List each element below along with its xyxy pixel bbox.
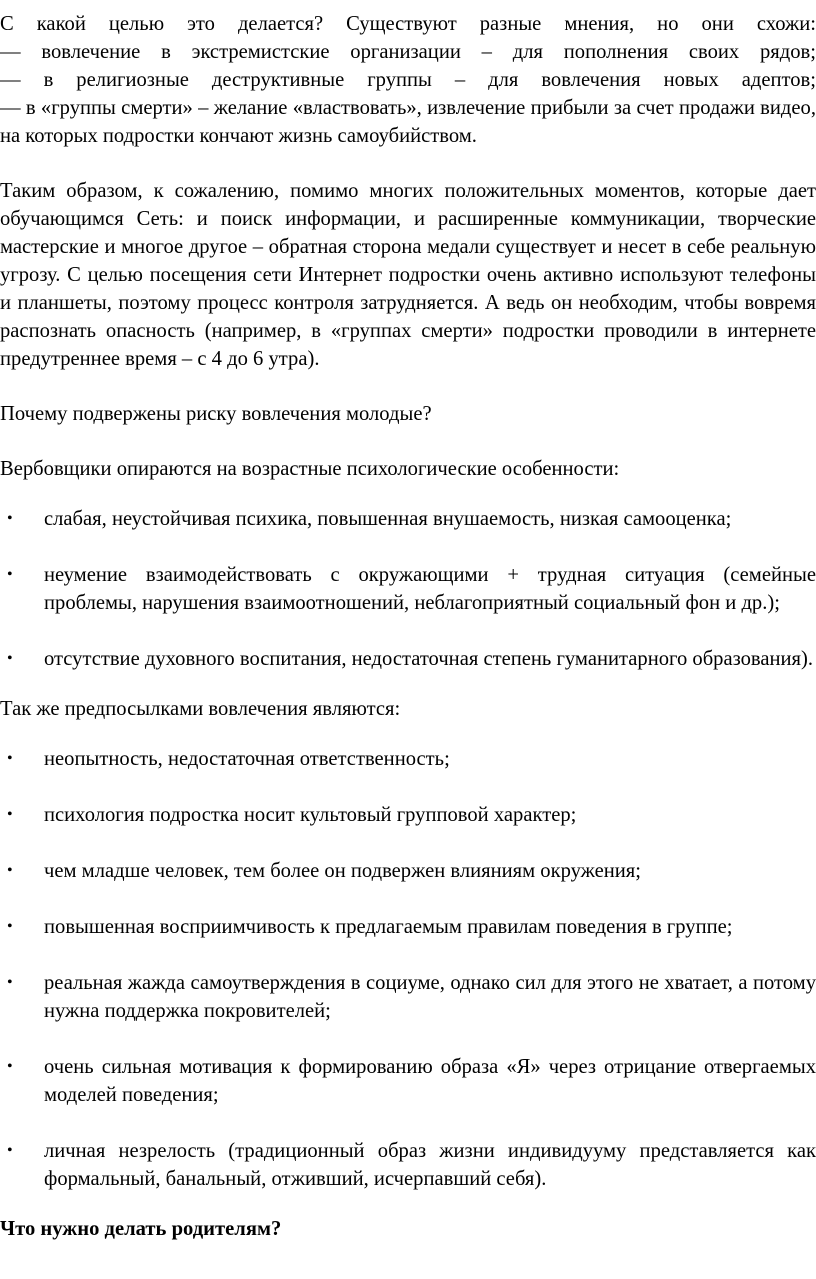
bullet-icon: • (7, 806, 13, 823)
recruiters-intro: Вербовщики опираются на возрастные психологические особенности: (0, 458, 620, 480)
question-why-youth: Почему подвержены риску вовлечения молодые? (0, 403, 432, 425)
list-item-text: реальная жажда самоутверждения в социуме, однако сил для этого не хватает, а потому нужна поддержка покровителей; (44, 972, 816, 1022)
list-item (0, 913, 816, 941)
list-item (0, 561, 816, 617)
list-item (0, 745, 816, 773)
list-item (0, 645, 816, 673)
bullet-icon: • (7, 862, 13, 879)
intro-line: С какой целью это делается? Существуют разные мнения, но они схожи: (0, 13, 816, 35)
bullet-icon: • (7, 566, 13, 583)
list-item-text: чем младше человек, тем более он подвержен влияниям окружения; (44, 860, 641, 882)
list-item (0, 801, 816, 829)
list-item (0, 857, 816, 885)
list-item-text: неопытность, недостаточная ответственность; (44, 748, 450, 770)
list-item-text: психология подростка носит культовый групповой характер; (44, 804, 577, 826)
parents-heading: Что нужно делать родителям? (0, 1218, 282, 1240)
list-item (0, 1053, 816, 1109)
bullet-icon: • (7, 918, 13, 935)
paragraph-internet-threat: Таким образом, к сожалению, помимо многих положительных моментов, которые дает обучающимся Сеть: и поиск информации, и расширенные коммуникации, творческие мастерские и многое другое – обратная сторона медали существует и несет в себе реальную угрозу. С целью посещения сети Интернет подростки очень активно используют телефоны и планшеты, поэтому процесс контроля затрудняется. А ведь он необходим, чтобы вовремя распознать опасность (например, в «группах смерти» подростки проводили в интернете предутреннее время – с 4 до 6 утра). (0, 180, 816, 370)
bullet-icon: • (7, 1142, 13, 1159)
list-item-text: очень сильная мотивация к формированию образа «Я» через отрицание отвергаемых моделей поведения; (44, 1056, 816, 1106)
list-item (0, 1137, 816, 1193)
list-item-text: повышенная восприимчивость к предлагаемым правилам поведения в группе; (44, 916, 733, 938)
intro-dash-death-groups: — в «группы смерти» – желание «властвовать», извлечение прибыли за счет продажи видео, на которых подростки кончают жизнь самоубийством. (0, 97, 816, 147)
bullet-icon: • (7, 1058, 13, 1075)
list-item-text: слабая, неустойчивая психика, повышенная внушаемость, низкая самооценка; (44, 508, 732, 530)
psychological-features-list (0, 505, 816, 673)
list-item-text: отсутствие духовного воспитания, недостаточная степень гуманитарного образования). (44, 648, 814, 670)
list-item-text: личная незрелость (традиционный образ жизни индивидууму представляется как формальный, банальный, отживший, исчерпавший себя). (44, 1140, 816, 1190)
list-item-text: неумение взаимодействовать с окружающими + трудная ситуация (семейные проблемы, нарушения взаимоотношений, неблагоприятный социальный фон и др.); (44, 564, 816, 614)
list-item (0, 505, 816, 533)
prerequisites-intro: Так же предпосылками вовлечения являются: (0, 698, 401, 720)
intro-dash-religious: — в религиозные деструктивные группы – для вовлечения новых адептов; (0, 69, 816, 91)
list-item (0, 969, 816, 1025)
intro-dash-extremist: — вовлечение в экстремистские организации – для пополнения своих рядов; (0, 41, 816, 63)
bullet-icon: • (7, 650, 13, 667)
bullet-icon: • (7, 510, 13, 527)
prerequisites-list (0, 745, 816, 1193)
bullet-icon: • (7, 974, 13, 991)
bullet-icon: • (7, 750, 13, 767)
